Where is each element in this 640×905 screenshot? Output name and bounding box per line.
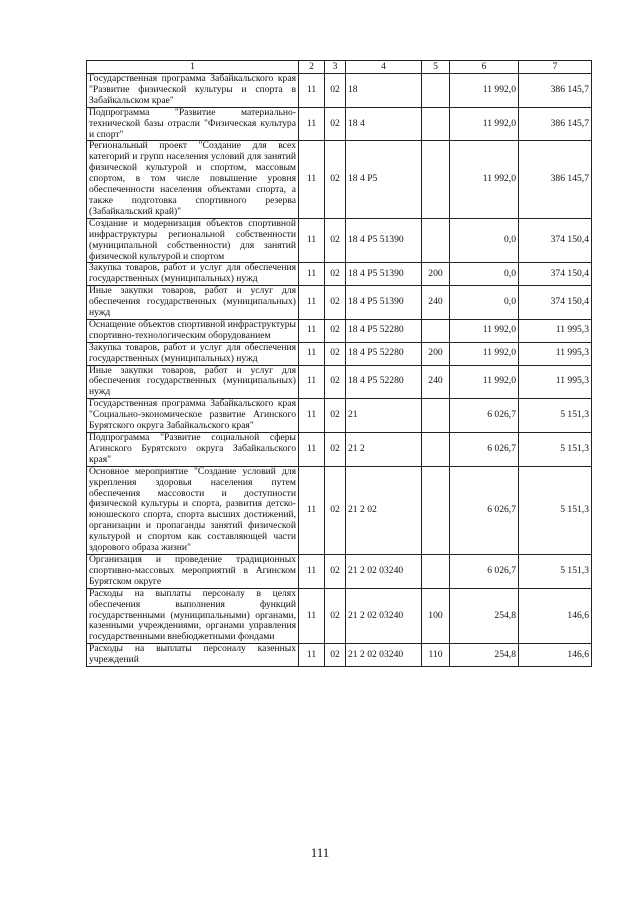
row-amount-2: 5 151,3 [519, 554, 592, 588]
row-name: Создание и модернизация объектов спортивной инфраструктуры региональной собственности (муниципальной собственности) для занятий физической культурой и спортом [87, 218, 299, 263]
row-amount-1: 11 992,0 [450, 74, 519, 108]
table-body [87, 74, 592, 667]
row-target-code: 18 [346, 74, 422, 108]
header-col-4: 4 [346, 61, 422, 74]
table-row [87, 342, 592, 365]
row-section: 11 [299, 141, 325, 218]
table-row [87, 399, 592, 433]
row-amount-1: 11 992,0 [450, 319, 519, 342]
row-amount-1: 11 992,0 [450, 107, 519, 141]
row-section: 11 [299, 365, 325, 399]
row-target-code: 18 4 P5 51390 [346, 263, 422, 286]
row-target-code: 18 4 P5 52280 [346, 365, 422, 399]
row-subsection: 02 [325, 74, 346, 108]
row-expense-type [422, 466, 450, 554]
row-section: 11 [299, 433, 325, 467]
row-expense-type [422, 554, 450, 588]
row-expense-type [422, 107, 450, 141]
row-target-code: 18 4 P5 51390 [346, 286, 422, 320]
row-subsection: 02 [325, 399, 346, 433]
row-subsection: 02 [325, 644, 346, 667]
row-section: 11 [299, 107, 325, 141]
row-expense-type [422, 433, 450, 467]
table-header-row [87, 61, 592, 74]
row-section: 11 [299, 319, 325, 342]
row-name: Расходы на выплаты персоналу казенных учреждений [87, 644, 299, 667]
table-row [87, 286, 592, 320]
row-subsection: 02 [325, 263, 346, 286]
table-row [87, 365, 592, 399]
row-subsection: 02 [325, 107, 346, 141]
table-row [87, 644, 592, 667]
row-subsection: 02 [325, 588, 346, 644]
row-section: 11 [299, 466, 325, 554]
row-section: 11 [299, 74, 325, 108]
table-row [87, 433, 592, 467]
row-subsection: 02 [325, 218, 346, 263]
header-col-1: 1 [87, 61, 299, 74]
row-name: Иные закупки товаров, работ и услуг для обеспечения государственных (муниципальных) нужд [87, 365, 299, 399]
table-row [87, 554, 592, 588]
row-section: 11 [299, 644, 325, 667]
row-section: 11 [299, 218, 325, 263]
row-amount-1: 254,8 [450, 588, 519, 644]
table-row [87, 588, 592, 644]
row-subsection: 02 [325, 286, 346, 320]
row-name: Закупка товаров, работ и услуг для обеспечения государственных (муниципальных) нужд [87, 263, 299, 286]
row-amount-1: 0,0 [450, 286, 519, 320]
row-amount-1: 0,0 [450, 263, 519, 286]
row-subsection: 02 [325, 466, 346, 554]
row-section: 11 [299, 399, 325, 433]
row-amount-1: 11 992,0 [450, 365, 519, 399]
row-amount-2: 146,6 [519, 588, 592, 644]
row-subsection: 02 [325, 554, 346, 588]
table-row [87, 74, 592, 108]
row-amount-2: 11 995,3 [519, 365, 592, 399]
row-target-code: 21 2 02 03240 [346, 554, 422, 588]
row-amount-1: 6 026,7 [450, 554, 519, 588]
row-name: Оснащение объектов спортивной инфраструктуры спортивно-технологическим оборудованием [87, 319, 299, 342]
row-name: Организация и проведение традиционных спортивно-массовых мероприятий в Агинском Бурятском округе [87, 554, 299, 588]
budget-table [86, 60, 592, 667]
row-expense-type [422, 218, 450, 263]
row-target-code: 21 [346, 399, 422, 433]
row-amount-1: 11 992,0 [450, 141, 519, 218]
header-col-2: 2 [299, 61, 325, 74]
row-expense-type: 200 [422, 263, 450, 286]
row-section: 11 [299, 286, 325, 320]
row-expense-type [422, 141, 450, 218]
row-name: Государственная программа Забайкальского края "Развитие физической культуры и спорта в Забайкальском крае" [87, 74, 299, 108]
row-target-code: 21 2 02 03240 [346, 644, 422, 667]
row-amount-2: 386 145,7 [519, 141, 592, 218]
row-section: 11 [299, 554, 325, 588]
row-target-code: 18 4 P5 52280 [346, 319, 422, 342]
table-row [87, 218, 592, 263]
row-amount-1: 6 026,7 [450, 399, 519, 433]
row-amount-2: 386 145,7 [519, 74, 592, 108]
row-subsection: 02 [325, 141, 346, 218]
row-subsection: 02 [325, 342, 346, 365]
row-amount-1: 254,8 [450, 644, 519, 667]
row-target-code: 21 2 [346, 433, 422, 467]
row-target-code: 18 4 P5 52280 [346, 342, 422, 365]
row-amount-1: 0,0 [450, 218, 519, 263]
row-target-code: 18 4 P5 [346, 141, 422, 218]
row-subsection: 02 [325, 433, 346, 467]
row-amount-1: 6 026,7 [450, 466, 519, 554]
row-name: Иные закупки товаров, работ и услуг для обеспечения государственных (муниципальных) нужд [87, 286, 299, 320]
row-target-code: 21 2 02 03240 [346, 588, 422, 644]
row-amount-2: 374 150,4 [519, 263, 592, 286]
page-number: 111 [310, 845, 330, 860]
row-amount-2: 11 995,3 [519, 342, 592, 365]
row-expense-type: 240 [422, 286, 450, 320]
row-expense-type: 110 [422, 644, 450, 667]
row-amount-2: 374 150,4 [519, 286, 592, 320]
row-name: Основное мероприятие "Создание условий для укрепления здоровья населения путем обеспечения массовости и доступности физической культуры и спорта, развития детско-юношеского спорта, спорта высших достижений, организации и пропаганды занятий физической культурой и спортом как составляющей части здорового образа жизни" [87, 466, 299, 554]
row-section: 11 [299, 263, 325, 286]
row-subsection: 02 [325, 365, 346, 399]
row-name: Государственная программа Забайкальского края "Социально-экономическое развитие Агинского Бурятского округа Забайкальского края" [87, 399, 299, 433]
row-amount-1: 11 992,0 [450, 342, 519, 365]
row-name: Региональный проект "Создание для всех категорий и групп населения условий для занятий физической культурой и спортом, массовым спортом, в том числе повышение уровня обеспеченности населения объектами спорта, а также подготовка спортивного резерва (Забайкальский край)" [87, 141, 299, 218]
row-expense-type: 240 [422, 365, 450, 399]
row-expense-type [422, 319, 450, 342]
table-row [87, 263, 592, 286]
header-col-3: 3 [325, 61, 346, 74]
row-expense-type [422, 399, 450, 433]
row-amount-2: 386 145,7 [519, 107, 592, 141]
row-name: Подпрограмма "Развитие социальной сферы Агинского Бурятского округа Забайкальского края" [87, 433, 299, 467]
row-amount-2: 374 150,4 [519, 218, 592, 263]
row-target-code: 18 4 P5 51390 [346, 218, 422, 263]
row-amount-2: 5 151,3 [519, 433, 592, 467]
row-target-code: 18 4 [346, 107, 422, 141]
table-row [87, 107, 592, 141]
row-expense-type: 100 [422, 588, 450, 644]
row-subsection: 02 [325, 319, 346, 342]
row-name: Расходы на выплаты персоналу в целях обеспечения выполнения функций государственными (муниципальными) органами, казенными учреждениями, органами управления государственными внебюджетными фондами [87, 588, 299, 644]
row-amount-2: 11 995,3 [519, 319, 592, 342]
row-amount-2: 5 151,3 [519, 399, 592, 433]
row-section: 11 [299, 342, 325, 365]
table-row [87, 141, 592, 218]
table-row [87, 466, 592, 554]
row-section: 11 [299, 588, 325, 644]
row-expense-type: 200 [422, 342, 450, 365]
header-col-5: 5 [422, 61, 450, 74]
header-col-6: 6 [450, 61, 519, 74]
row-name: Закупка товаров, работ и услуг для обеспечения государственных (муниципальных) нужд [87, 342, 299, 365]
row-name: Подпрограмма "Развитие материально-технической базы отрасли "Физическая культура и спорт" [87, 107, 299, 141]
row-amount-2: 5 151,3 [519, 466, 592, 554]
row-amount-1: 6 026,7 [450, 433, 519, 467]
row-expense-type [422, 74, 450, 108]
header-col-7: 7 [519, 61, 592, 74]
row-amount-2: 146,6 [519, 644, 592, 667]
table-row [87, 319, 592, 342]
row-target-code: 21 2 02 [346, 466, 422, 554]
